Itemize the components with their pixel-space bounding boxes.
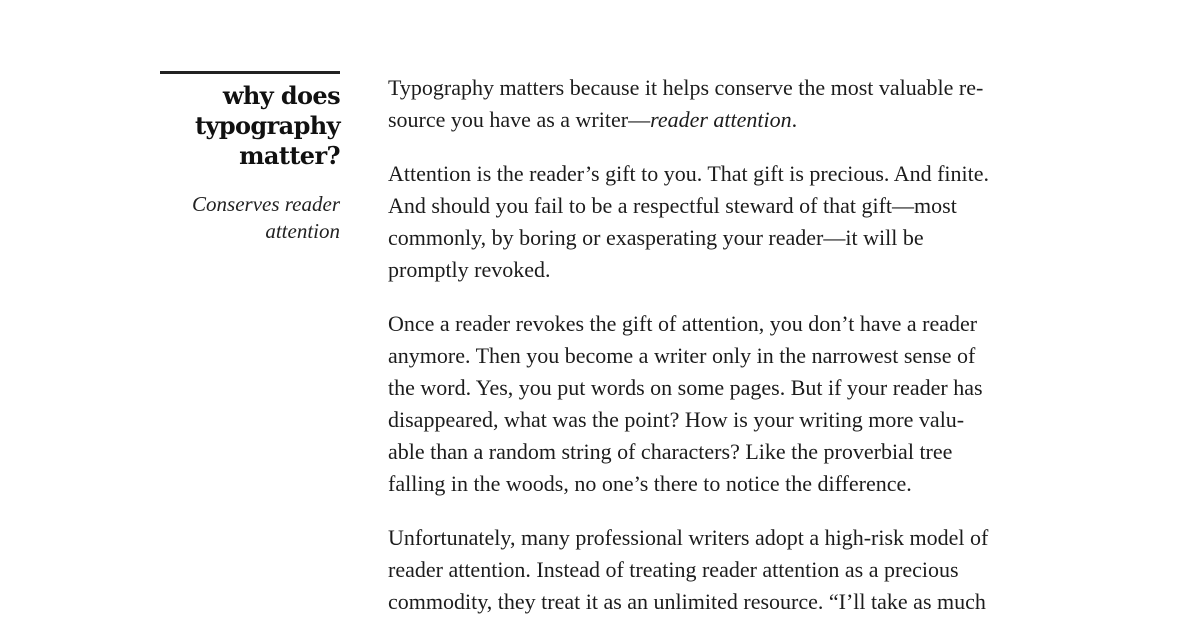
section-heading-line: matter? xyxy=(239,141,340,170)
text-line: anymore. Then you become a writer only in the narrowest sense of xyxy=(388,343,976,368)
text-line: commodity, they treat it as an unlimited resource. “I’ll take as much xyxy=(388,589,986,614)
section-heading-line: typography xyxy=(195,111,340,140)
text-line: Typography matters because it helps conserve the most valuable re- xyxy=(388,75,984,100)
emphasis: reader attention xyxy=(650,107,792,132)
text-line: able than a random string of characters? Like the proverbial tree xyxy=(388,439,953,464)
text-line: disappeared, what was the point? How is your writing more valu- xyxy=(388,407,965,432)
section-subtitle-line: Conserves reader xyxy=(192,192,340,216)
paragraph xyxy=(388,158,1053,286)
text-line: Attention is the reader’s gift to you. That gift is precious. And finite. xyxy=(388,161,990,186)
text-line: falling in the woods, no one’s there to notice the difference. xyxy=(388,471,912,496)
text-line: Unfortunately, many professional writers adopt a high-risk model of xyxy=(388,525,989,550)
text-line: reader attention. Instead of treating reader attention as a precious xyxy=(388,557,959,582)
text-span: source you have as a writer— xyxy=(388,107,651,132)
section-heading-line: why does xyxy=(222,81,340,110)
section-heading xyxy=(160,81,340,171)
text-line: the word. Yes, you put words on some pages. But if your reader has xyxy=(388,375,983,400)
paragraph xyxy=(388,308,1053,500)
paragraph xyxy=(388,522,1053,618)
text-line: Once a reader revokes the gift of attention, you don’t have a reader xyxy=(388,311,978,336)
text-line xyxy=(388,104,1053,136)
text-line: commonly, by boring or exasperating your reader—it will be xyxy=(388,225,924,250)
text-line: And should you fail to be a respectful steward of that gift—most xyxy=(388,193,957,218)
section-subtitle xyxy=(160,191,340,245)
section-subtitle-line: attention xyxy=(265,219,340,243)
paragraph xyxy=(388,72,1053,136)
article-body xyxy=(388,72,1053,630)
text-span: . xyxy=(791,107,798,132)
sidebar xyxy=(160,71,340,245)
text-line: promptly revoked. xyxy=(388,257,551,282)
